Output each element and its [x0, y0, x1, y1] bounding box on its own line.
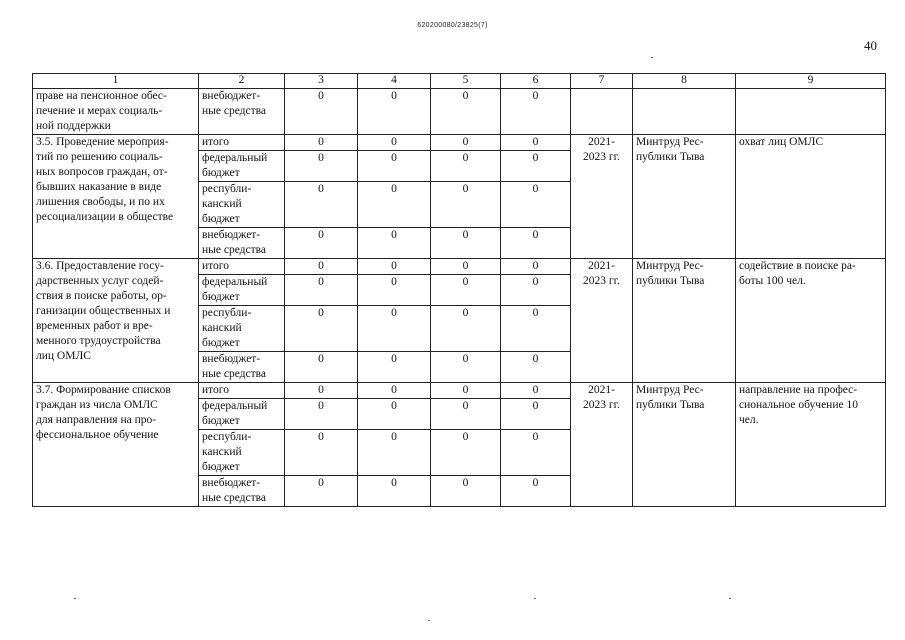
amount-cell-5: 0: [431, 135, 501, 151]
amount-cell-4: 0: [358, 275, 431, 306]
amount-cell-4: 0: [358, 399, 431, 430]
column-header: 2: [199, 74, 285, 89]
amount-cell-5: 0: [431, 259, 501, 275]
executor-cell: [633, 89, 736, 135]
period-cell: 2021- 2023 гг.: [571, 383, 633, 507]
amount-cell-3: 0: [285, 476, 358, 507]
table-row: [33, 135, 886, 151]
scan-speck: [534, 598, 536, 599]
amount-cell-6: 0: [501, 383, 571, 399]
scan-speck: [729, 598, 731, 599]
amount-cell-6: 0: [501, 151, 571, 182]
amount-cell-3: 0: [285, 182, 358, 228]
amount-cell-5: 0: [431, 182, 501, 228]
amount-cell-4: 0: [358, 182, 431, 228]
amount-cell-3: 0: [285, 228, 358, 259]
amount-cell-6: 0: [501, 228, 571, 259]
funding-source-cell: итого: [199, 383, 285, 399]
amount-cell-4: 0: [358, 151, 431, 182]
amount-cell-5: 0: [431, 89, 501, 135]
column-header: 5: [431, 74, 501, 89]
activity-name-cell: 3.7. Формирование списков граждан из числа ОМЛС для направления на про- фессиональное обучение: [33, 383, 199, 507]
column-header: 1: [33, 74, 199, 89]
column-number-row: [33, 74, 886, 89]
funding-source-cell: республи- канский бюджет: [199, 430, 285, 476]
funding-source-cell: внебюджет- ные средства: [199, 89, 285, 135]
amount-cell-6: 0: [501, 89, 571, 135]
document-code: 620200080/23825(7): [417, 22, 488, 29]
amount-cell-5: 0: [431, 430, 501, 476]
result-cell: [736, 89, 886, 135]
amount-cell-6: 0: [501, 476, 571, 507]
table-row: [33, 259, 886, 275]
column-header: 6: [501, 74, 571, 89]
amount-cell-3: 0: [285, 89, 358, 135]
scan-speck: [74, 598, 76, 599]
amount-cell-3: 0: [285, 352, 358, 383]
amount-cell-6: 0: [501, 135, 571, 151]
amount-cell-5: 0: [431, 476, 501, 507]
amount-cell-5: 0: [431, 352, 501, 383]
column-header: 9: [736, 74, 886, 89]
funding-source-cell: федеральный бюджет: [199, 275, 285, 306]
amount-cell-6: 0: [501, 275, 571, 306]
amount-cell-6: 0: [501, 259, 571, 275]
funding-source-cell: итого: [199, 135, 285, 151]
result-cell: направление на профес- сиональное обучение 10 чел.: [736, 383, 886, 507]
amount-cell-4: 0: [358, 383, 431, 399]
executor-cell: Минтруд Рес- публики Тыва: [633, 135, 736, 259]
amount-cell-6: 0: [501, 306, 571, 352]
amount-cell-3: 0: [285, 399, 358, 430]
activity-name-cell: 3.5. Проведение мероприя- тий по решению социаль- ных вопросов граждан, от- бывших наказание в виде лишения свободы, и по их ресоциализации в обществе: [33, 135, 199, 259]
table-body: [33, 89, 886, 507]
activity-name-cell: 3.6. Предоставление госу- дарственных услуг содей- ствия в поиске работы, ор- ганизации общественных и временных работ и вре- менного трудоустройства лиц ОМЛС: [33, 259, 199, 383]
program-activities-table: [32, 73, 886, 507]
executor-cell: Минтруд Рес- публики Тыва: [633, 259, 736, 383]
amount-cell-5: 0: [431, 383, 501, 399]
table-row: [33, 383, 886, 399]
column-header: 4: [358, 74, 431, 89]
amount-cell-4: 0: [358, 430, 431, 476]
executor-cell: Минтруд Рес- публики Тыва: [633, 383, 736, 507]
amount-cell-3: 0: [285, 430, 358, 476]
funding-source-cell: республи- канский бюджет: [199, 182, 285, 228]
funding-source-cell: итого: [199, 259, 285, 275]
amount-cell-5: 0: [431, 399, 501, 430]
funding-source-cell: внебюджет- ные средства: [199, 228, 285, 259]
amount-cell-4: 0: [358, 135, 431, 151]
amount-cell-3: 0: [285, 383, 358, 399]
amount-cell-4: 0: [358, 476, 431, 507]
amount-cell-5: 0: [431, 151, 501, 182]
page-number: 40: [864, 38, 877, 53]
activity-name-cell: праве на пенсионное обес- печение и мерах социаль- ной поддержки: [33, 89, 199, 135]
scan-speck: [651, 57, 653, 58]
amount-cell-4: 0: [358, 306, 431, 352]
amount-cell-3: 0: [285, 275, 358, 306]
funding-source-cell: федеральный бюджет: [199, 151, 285, 182]
period-cell: [571, 89, 633, 135]
amount-cell-5: 0: [431, 275, 501, 306]
period-cell: 2021- 2023 гг.: [571, 259, 633, 383]
result-cell: содействие в поиске ра- боты 100 чел.: [736, 259, 886, 383]
amount-cell-6: 0: [501, 182, 571, 228]
funding-source-cell: внебюджет- ные средства: [199, 352, 285, 383]
column-header: 7: [571, 74, 633, 89]
amount-cell-3: 0: [285, 306, 358, 352]
amount-cell-5: 0: [431, 228, 501, 259]
amount-cell-3: 0: [285, 259, 358, 275]
amount-cell-3: 0: [285, 135, 358, 151]
funding-source-cell: федеральный бюджет: [199, 399, 285, 430]
result-cell: охват лиц ОМЛС: [736, 135, 886, 259]
period-cell: 2021- 2023 гг.: [571, 135, 633, 259]
amount-cell-3: 0: [285, 151, 358, 182]
amount-cell-4: 0: [358, 259, 431, 275]
amount-cell-6: 0: [501, 352, 571, 383]
funding-source-cell: республи- канский бюджет: [199, 306, 285, 352]
scan-speck: [428, 620, 430, 621]
funding-source-cell: внебюджет- ные средства: [199, 476, 285, 507]
column-header: 3: [285, 74, 358, 89]
amount-cell-4: 0: [358, 89, 431, 135]
amount-cell-4: 0: [358, 228, 431, 259]
table-row: [33, 89, 886, 135]
amount-cell-5: 0: [431, 306, 501, 352]
column-header: 8: [633, 74, 736, 89]
amount-cell-4: 0: [358, 352, 431, 383]
amount-cell-6: 0: [501, 399, 571, 430]
amount-cell-6: 0: [501, 430, 571, 476]
